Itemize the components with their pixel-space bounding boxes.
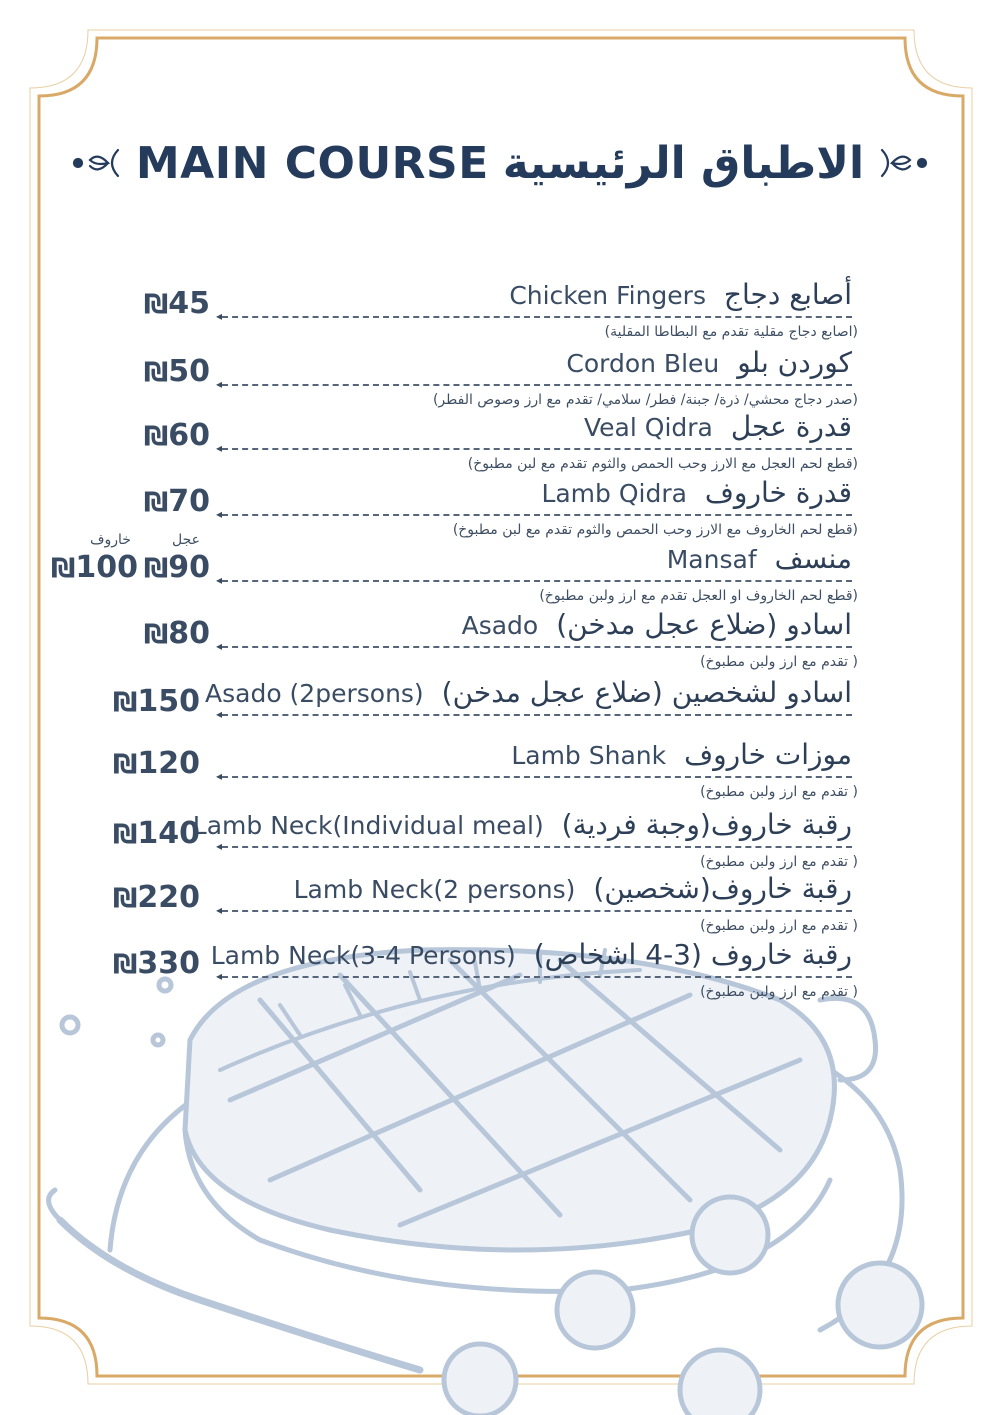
dotted-leader [222,910,852,912]
item-price: ₪60 [143,418,210,453]
menu-item [0,872,1000,942]
right-ornament-icon [878,146,930,180]
dotted-leader [222,316,852,318]
item-description: (قطع لحم العجل مع الارز وحب الحمص والثوم تقدم مع لبن مطبوخ) [467,456,858,472]
left-ornament-icon [70,146,122,180]
dotted-leader [222,976,852,978]
page-title [0,128,1000,198]
item-price: ₪120 [112,746,200,781]
item-price: ₪80 [143,616,210,651]
menu-item [0,346,1000,416]
item-name: Asado (2persons) اسادو لشخصين (ضلاع عجل مدخن) [205,676,852,709]
item-name: Veal Qidra قدرة عجل [584,410,852,443]
dotted-leader [222,384,852,386]
dotted-leader [222,448,852,450]
arrow-icon: ◂ [216,309,223,323]
arrow-icon: ◂ [216,839,223,853]
arrow-icon: ◂ [216,769,223,783]
arrow-icon: ◂ [216,969,223,983]
item-price: ₪50 [143,354,210,389]
dotted-leader [222,776,852,778]
item-name: Cordon Bleu كوردن بلو [566,346,852,379]
item-name: Asado اسادو (ضلاع عجل مدخن) [461,608,852,641]
item-name: Lamb Neck(Individual meal) رقبة خاروف(وجبة فردية) [192,808,852,841]
item-price: ₪45 [143,286,210,321]
menu-item [0,608,1000,678]
arrow-icon: ◂ [216,507,223,521]
menu-item [0,476,1000,546]
item-description: ( تقدم مع ارز ولبن مطبوخ) [700,654,858,670]
label-lamb: خاروف [90,532,131,548]
dotted-leader [222,846,852,848]
dotted-leader [222,580,852,582]
menu-item [0,278,1000,348]
item-description: ( تقدم مع ارز ولبن مطبوخ) [700,854,858,870]
item-description: (قطع لحم الخاروف او العجل تقدم مع ارز ولبن مطبوخ) [539,588,858,604]
arrow-icon: ◂ [216,707,223,721]
label-veal: عجل [172,532,200,548]
item-price-lamb: ₪100 [50,550,138,585]
item-description: ( تقدم مع ارز ولبن مطبوخ) [700,784,858,800]
arrow-icon: ◂ [216,903,223,917]
dotted-leader [222,646,852,648]
title-english: MAIN COURSE [135,137,489,189]
menu-item [0,938,1000,1008]
menu-item [0,676,1000,746]
item-description: (قطع لحم الخاروف مع الارز وحب الحمص والثوم تقدم مع لبن مطبوخ) [452,522,858,538]
menu-item [0,542,1000,612]
item-description: ( تقدم مع ارز ولبن مطبوخ) [700,918,858,934]
item-name: Chicken Fingers أصابع دجاج [509,278,852,311]
item-price: ₪70 [143,484,210,519]
menu-item [0,738,1000,808]
arrow-icon: ◂ [216,377,223,391]
item-name: Lamb Qidra قدرة خاروف [541,476,852,509]
item-price: ₪330 [112,946,200,981]
item-price: ₪140 [112,816,200,851]
item-price: ₪90 [143,550,210,585]
item-price: ₪220 [112,880,200,915]
item-description: (اصابع دجاج مقلية تقدم مع البطاطا المقلية) [604,324,858,340]
item-description: (صدر دجاج محشي/ ذرة/ جبنة/ فطر/ سلامي/ تقدم مع ارز وصوص الفطر) [432,392,858,408]
item-description: ( تقدم مع ارز ولبن مطبوخ) [700,984,858,1000]
item-price: ₪150 [112,684,200,719]
item-name: Lamb Neck(2 persons) رقبة خاروف(شخصين) [293,872,852,905]
item-name: Mansaf منسف [666,542,852,575]
dotted-leader [222,514,852,516]
dotted-leader [222,714,852,716]
title-arabic: الاطباق الرئيسية [502,137,865,189]
item-name: Lamb Neck(3-4 Persons) رقبة خاروف (3-4 اشخاص) [210,938,852,971]
item-name: Lamb Shank موزات خاروف [511,738,852,771]
menu-item [0,410,1000,480]
menu-item [0,808,1000,878]
arrow-icon: ◂ [216,573,223,587]
arrow-icon: ◂ [216,639,223,653]
arrow-icon: ◂ [216,441,223,455]
